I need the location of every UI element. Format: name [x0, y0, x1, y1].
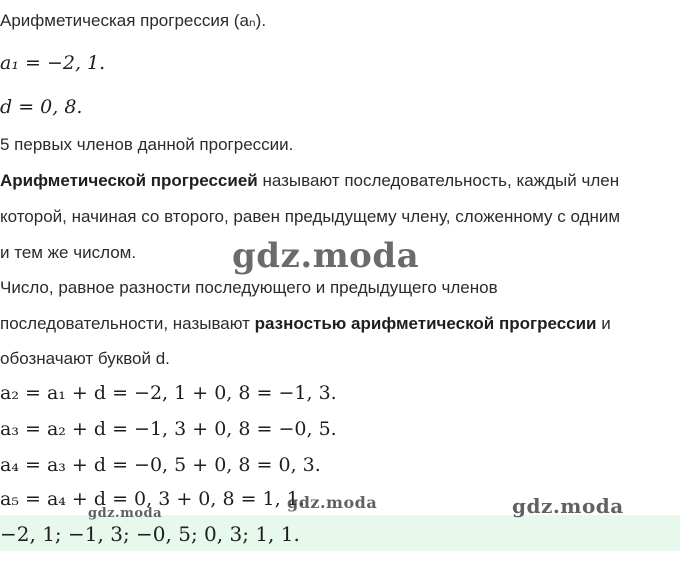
- step-a4: [0, 454, 321, 476]
- watermark-text-right: gdz.moda: [512, 494, 624, 518]
- given-a1: [0, 52, 105, 74]
- given-d: [0, 96, 82, 118]
- task-text: [0, 134, 293, 156]
- definition-line-1: [0, 170, 619, 192]
- step-a3-text: a₃ = a₂ + d = −1, 3 + 0, 8 = −0, 5.: [0, 418, 337, 440]
- step-a2: [0, 382, 337, 404]
- definition-line-2: [0, 206, 620, 228]
- definition-line-3: [0, 242, 136, 264]
- step-a3: [0, 418, 337, 440]
- watermark-text-center: gdz.moda: [287, 493, 378, 512]
- answer-line: [0, 522, 300, 546]
- answer-text: −2, 1; −1, 3; −0, 5; 0, 3; 1, 1.: [0, 522, 300, 546]
- difference-text-1: Число, равное разности последующего и предыдущего членов: [0, 278, 498, 297]
- difference-text-2-prefix: последовательности, называют: [0, 314, 255, 333]
- watermark-logo-large: [232, 236, 419, 276]
- given-progression: [0, 10, 266, 32]
- difference-term: разностью арифметической прогрессии: [254, 314, 597, 333]
- step-a5-text: a₅ = a₄ + d = 0, 3 + 0, 8 = 1, 1.: [0, 488, 305, 510]
- given-progression-text: Арифметическая прогрессия (aₙ).: [0, 11, 267, 30]
- difference-text-3: обозначают буквой d.: [0, 349, 170, 368]
- definition-term: Арифметической прогрессией: [0, 171, 258, 190]
- watermark-text-large: gdz.moda: [232, 236, 420, 276]
- difference-line-2: [0, 313, 611, 335]
- watermark-logo-right: [512, 494, 624, 518]
- watermark-text-small: gdz.moda: [88, 506, 163, 521]
- definition-text-1: называют последовательность, каждый член: [257, 171, 620, 190]
- step-a2-text: a₂ = a₁ + d = −2, 1 + 0, 8 = −1, 3.: [0, 382, 337, 404]
- task-text-span: 5 первых членов данной прогрессии.: [0, 135, 294, 154]
- watermark-logo-small: [88, 506, 162, 521]
- given-d-text: d = 0, 8.: [0, 96, 83, 118]
- definition-text-3: и тем же числом.: [0, 243, 137, 262]
- difference-line-1: [0, 277, 498, 299]
- difference-text-2-suffix: и: [596, 314, 611, 333]
- definition-text-2: которой, начиная со второго, равен предыдущему члену, сложенному с одним: [0, 207, 621, 226]
- step-a4-text: a₄ = a₃ + d = −0, 5 + 0, 8 = 0, 3.: [0, 454, 321, 476]
- given-a1-text: a₁ = −2, 1.: [0, 52, 106, 74]
- watermark-logo-center: [287, 493, 377, 512]
- difference-line-3: [0, 348, 170, 370]
